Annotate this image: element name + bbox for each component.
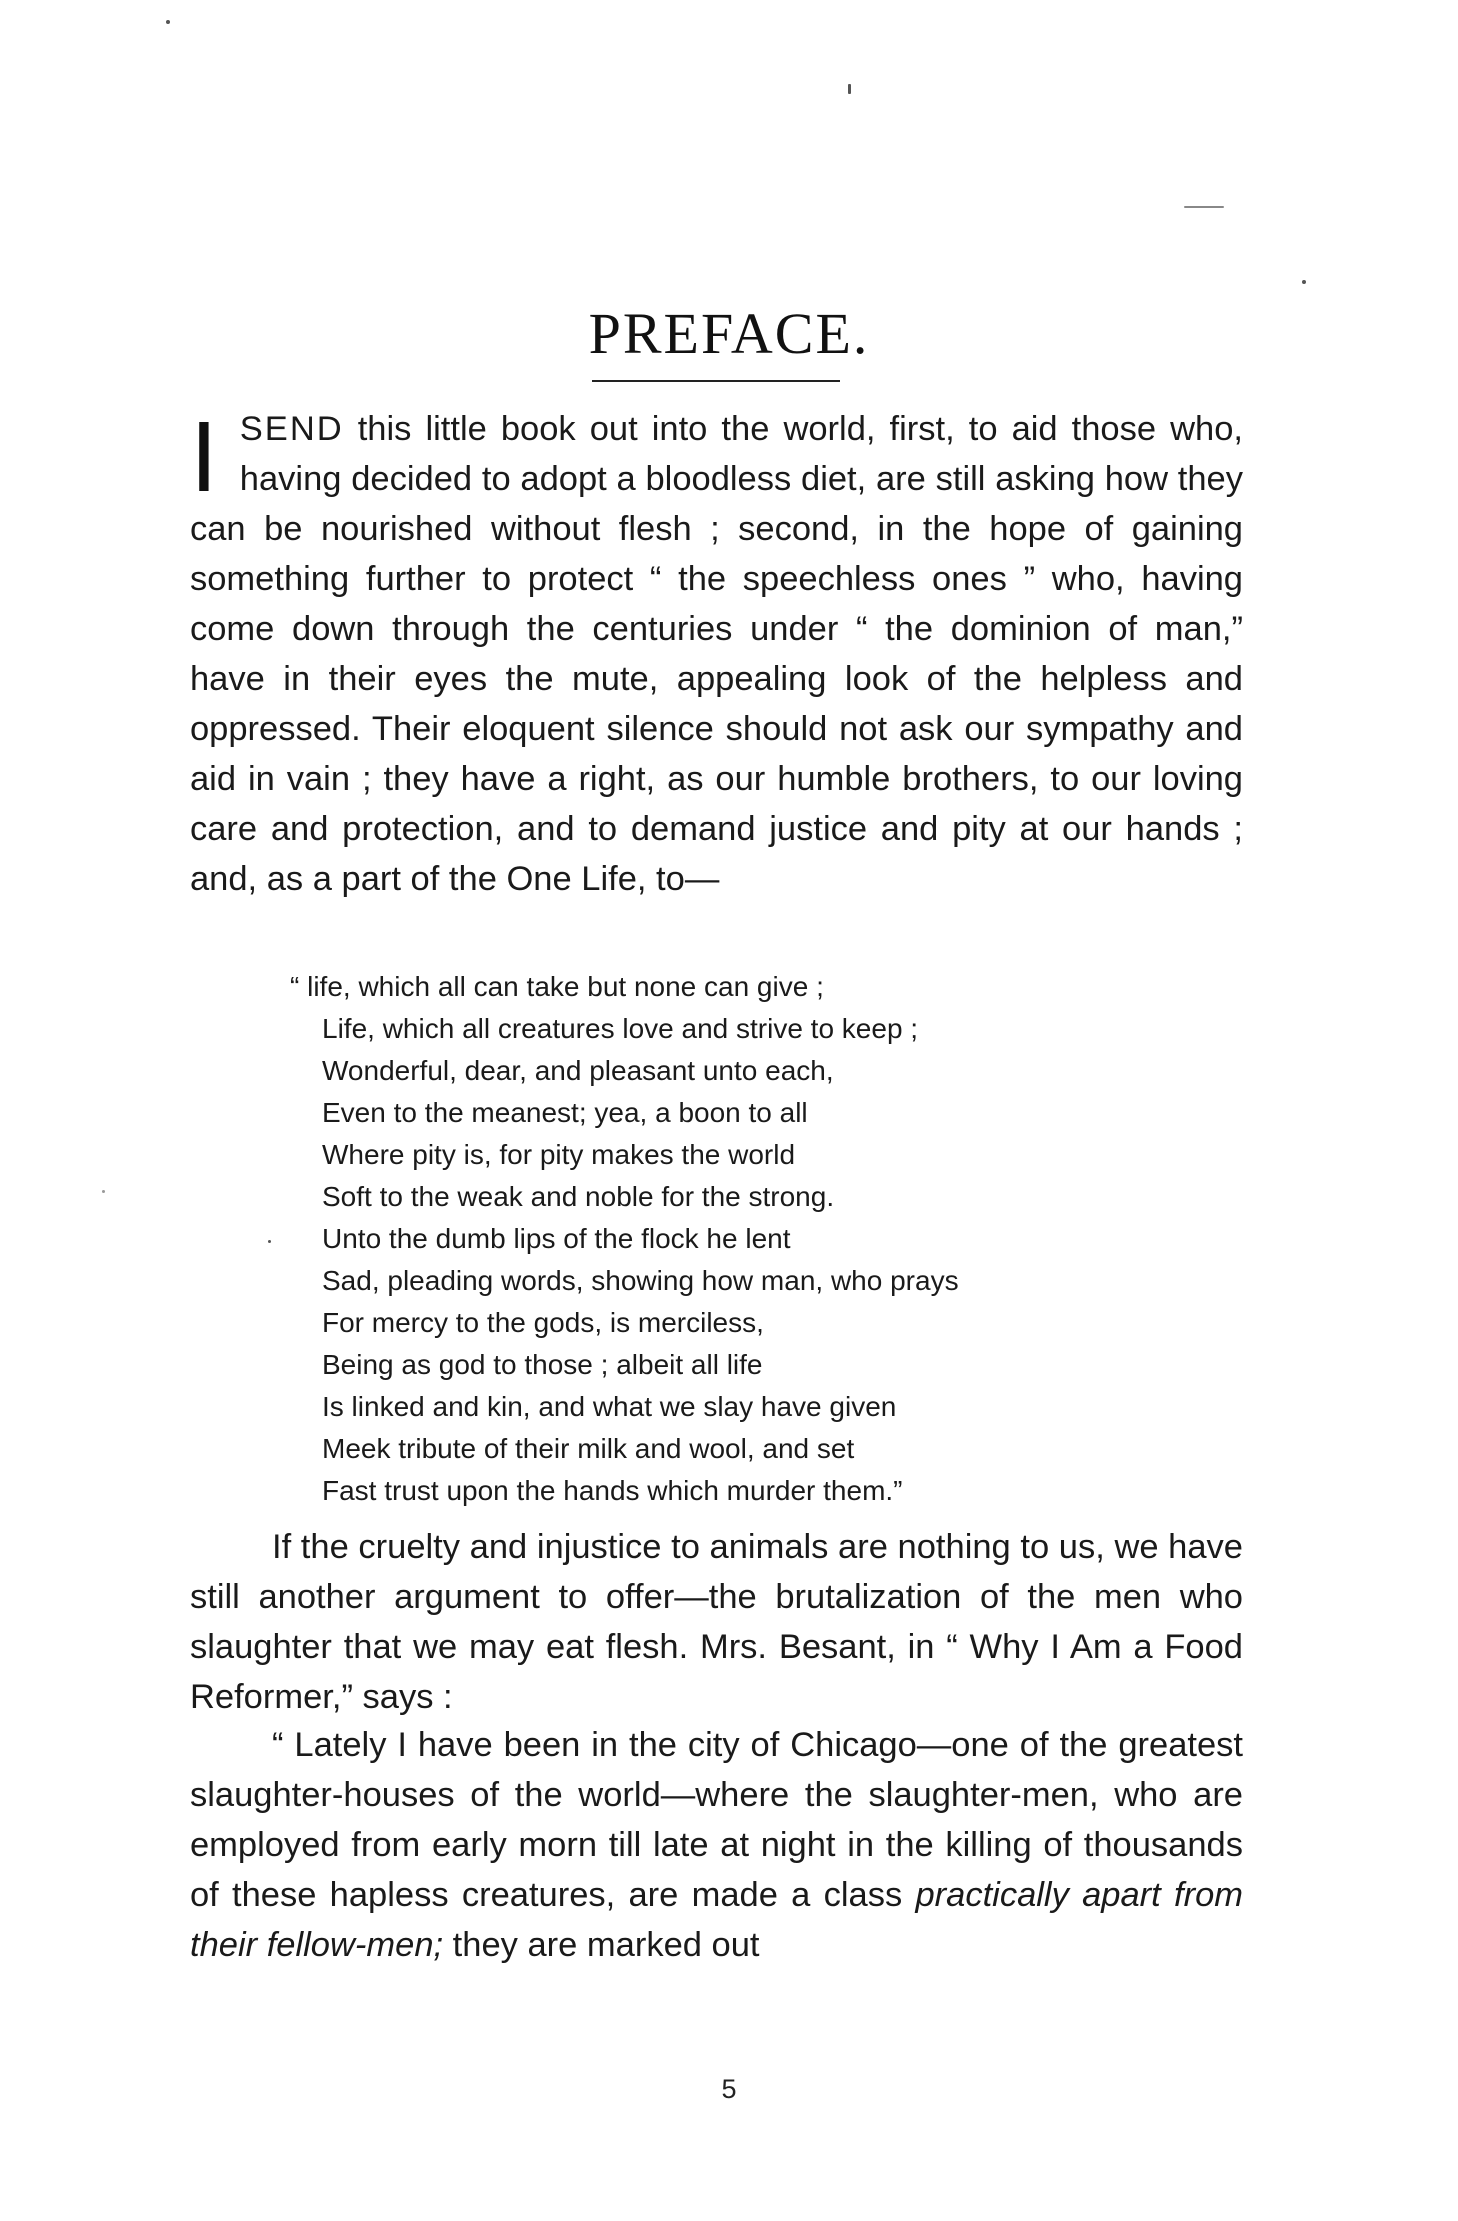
scan-speck [848, 84, 851, 94]
verse-line: Fast trust upon the hands which murder them.” [322, 1475, 903, 1506]
scan-speck [166, 20, 170, 24]
scan-speck [268, 1240, 271, 1243]
title-underline [592, 380, 840, 382]
second-paragraph [190, 1522, 1243, 1722]
verse-quotation [0, 966, 1458, 1512]
verse-line: Soft to the weak and noble for the strong. [322, 1181, 835, 1212]
verse-line: “ life, which all can take but none can give ; [290, 971, 824, 1002]
verse-line: Life, which all creatures love and strive to keep ; [322, 1013, 919, 1044]
italic-phrase: practically apart from their fellow-men; [190, 1876, 1243, 1964]
verse-line: Meek tribute of their milk and wool, and set [322, 1433, 855, 1464]
drop-cap: I [190, 401, 218, 513]
verse-line: Even to the meanest; yea, a boon to all [322, 1097, 808, 1128]
opening-paragraph [190, 401, 1243, 904]
third-paragraph-text: “ Lately I have been in the city of Chicago—one of the greatest slaughter-houses of the world—where the slaughter-men, who are employed from early morn till late at night in the killing of thousands of these hapless creatures, are made a class [190, 1726, 1243, 1914]
opening-paragraph-text: this little book out into the world, first, to aid those who, having decided to adopt a bloodless diet, are still asking how they can be nourished without flesh ; second, in the hope of gaining something further to protect “ the speechless ones ” who, having come down through the centuries under “ the dominion of man,” have in their eyes the mute, appealing look of the helpless and oppressed. Their eloquent silence should not ask our sympathy and aid in vain ; they have a right, as our humble brothers, to our loving care and protection, and to demand justice and pity at our hands ; and, as a part of the One Life, to— [190, 410, 1243, 898]
page-title: PREFACE. [588, 301, 870, 366]
verse-line: Is linked and kin, and what we slay have given [322, 1391, 897, 1422]
scan-speck [1302, 280, 1306, 284]
verse-line: For mercy to the gods, is merciless, [322, 1307, 764, 1338]
third-paragraph-tail: they are marked out [443, 1926, 760, 1964]
verse-line: Wonderful, dear, and pleasant unto each, [322, 1055, 834, 1086]
second-paragraph-text: If the cruelty and injustice to animals are nothing to us, we have still another argument to offer—the brutalization of the men who slaughter that we may eat flesh. Mrs. Besant, in “ Why I Am a Food Reformer,” says : [190, 1528, 1243, 1716]
verse-line: Unto the dumb lips of the flock he lent [322, 1223, 791, 1254]
verse-line: Where pity is, for pity makes the world [322, 1139, 796, 1170]
scan-speck [102, 1190, 105, 1193]
verse-line: Sad, pleading words, showing how man, who prays [322, 1265, 959, 1296]
third-paragraph [190, 1720, 1243, 1970]
page-number: 5 [721, 2074, 737, 2104]
verse-line: Being as god to those ; albeit all life [322, 1349, 763, 1380]
scan-speck [1184, 206, 1224, 208]
opening-word: SEND [239, 410, 344, 448]
